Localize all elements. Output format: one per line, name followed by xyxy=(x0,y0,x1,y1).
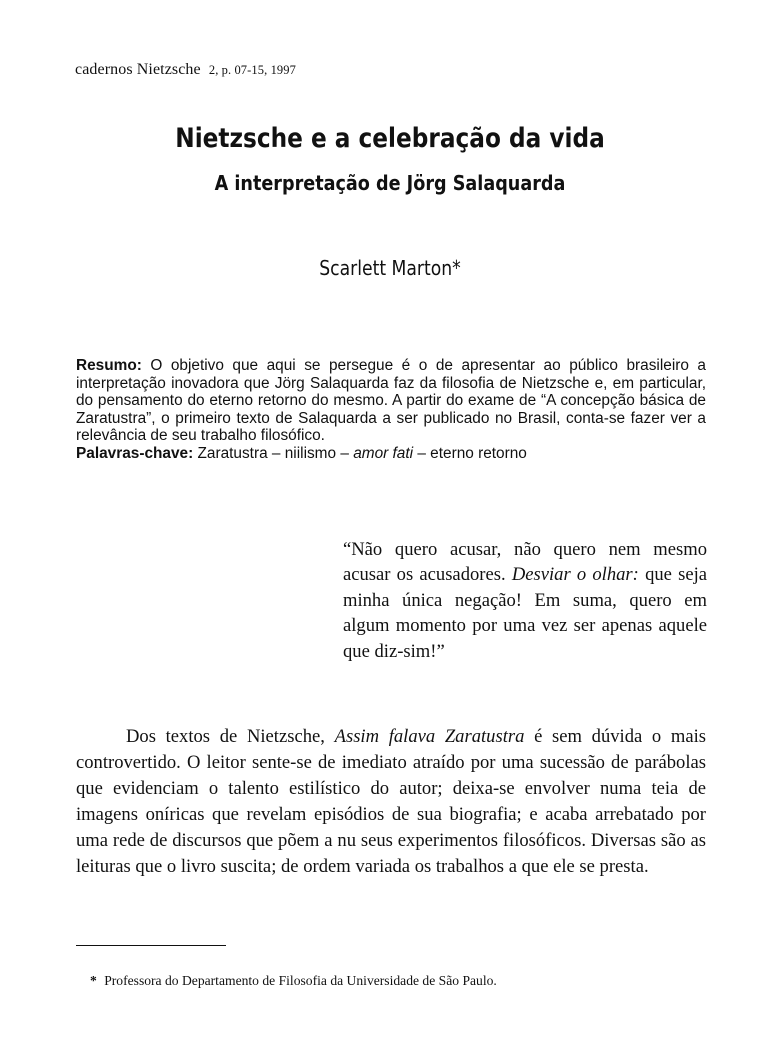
abstract-paragraph xyxy=(76,357,706,445)
footnote xyxy=(90,973,497,989)
epigraph-text-1: “Não quero acusar, não quero nem mesmo acusar os acusadores. xyxy=(343,539,707,586)
abstract-label: Resumo: xyxy=(76,357,142,374)
body-text-2: é sem dúvida o mais controvertido. O leitor sente-se de imediato atraído por uma sucessão de parábolas que evidenciam o talento estilístico do autor; deixa-se envolver numa teia de imagens oníricas que revelam episódios de sua biografia; e acaba arrebatado por uma rede de discursos que põem a nu seus experimentos filosóficos. Diversas são as leituras que o livro suscita; de ordem variada os trabalhos a que ele se presta. xyxy=(76,726,707,877)
footnote-mark: * xyxy=(90,973,97,988)
epigraph-italic: Desviar o olhar: xyxy=(511,564,639,586)
keywords-after: – eterno retorno xyxy=(417,444,527,462)
keywords-italic: amor fati xyxy=(353,444,414,462)
footnote-rule xyxy=(76,945,226,946)
abstract xyxy=(76,357,706,463)
body-text xyxy=(76,724,706,880)
abstract-text: O objetivo que aqui se persegue é o de apresentar ao público brasileiro a interpretação inovadora que Jörg Salaquarda faz da filosofia de Nietzsche e, em particular, do pensamento do eterno retorno do mesmo. A partir do exame de “A concepção básica de Zaratustra”, o primeiro texto de Salaquarda a ser publicado no Brasil, conta-se fazer ver a relevância de seu trabalho filosófico. xyxy=(76,357,706,445)
journal-name: cadernos Nietzsche xyxy=(75,61,201,78)
keywords-before: Zaratustra – niilismo – xyxy=(197,444,349,462)
body-paragraph xyxy=(76,724,706,880)
article-title: Nietzsche e a celebração da vida xyxy=(175,123,605,154)
epigraph-text-2: que seja minha única negação! Em suma, quero em algum momento por uma vez ser apenas aquele que diz-sim!” xyxy=(343,564,708,662)
body-text-1: Dos textos de Nietzsche, xyxy=(126,726,325,747)
article-subtitle: A interpretação de Jörg Salaquarda xyxy=(214,171,566,195)
footnote-text: Professora do Departamento de Filosofia da Universidade de São Paulo. xyxy=(104,973,497,988)
journal-issue: 2, p. 07-15, 1997 xyxy=(208,63,296,77)
keywords-label: Palavras-chave: xyxy=(76,444,194,462)
body-italic-title: Assim falava Zaratustra xyxy=(334,726,525,747)
journal-header xyxy=(75,61,296,79)
epigraph xyxy=(343,537,707,664)
article-author: Scarlett Marton* xyxy=(319,256,461,280)
keywords-line xyxy=(76,445,706,463)
